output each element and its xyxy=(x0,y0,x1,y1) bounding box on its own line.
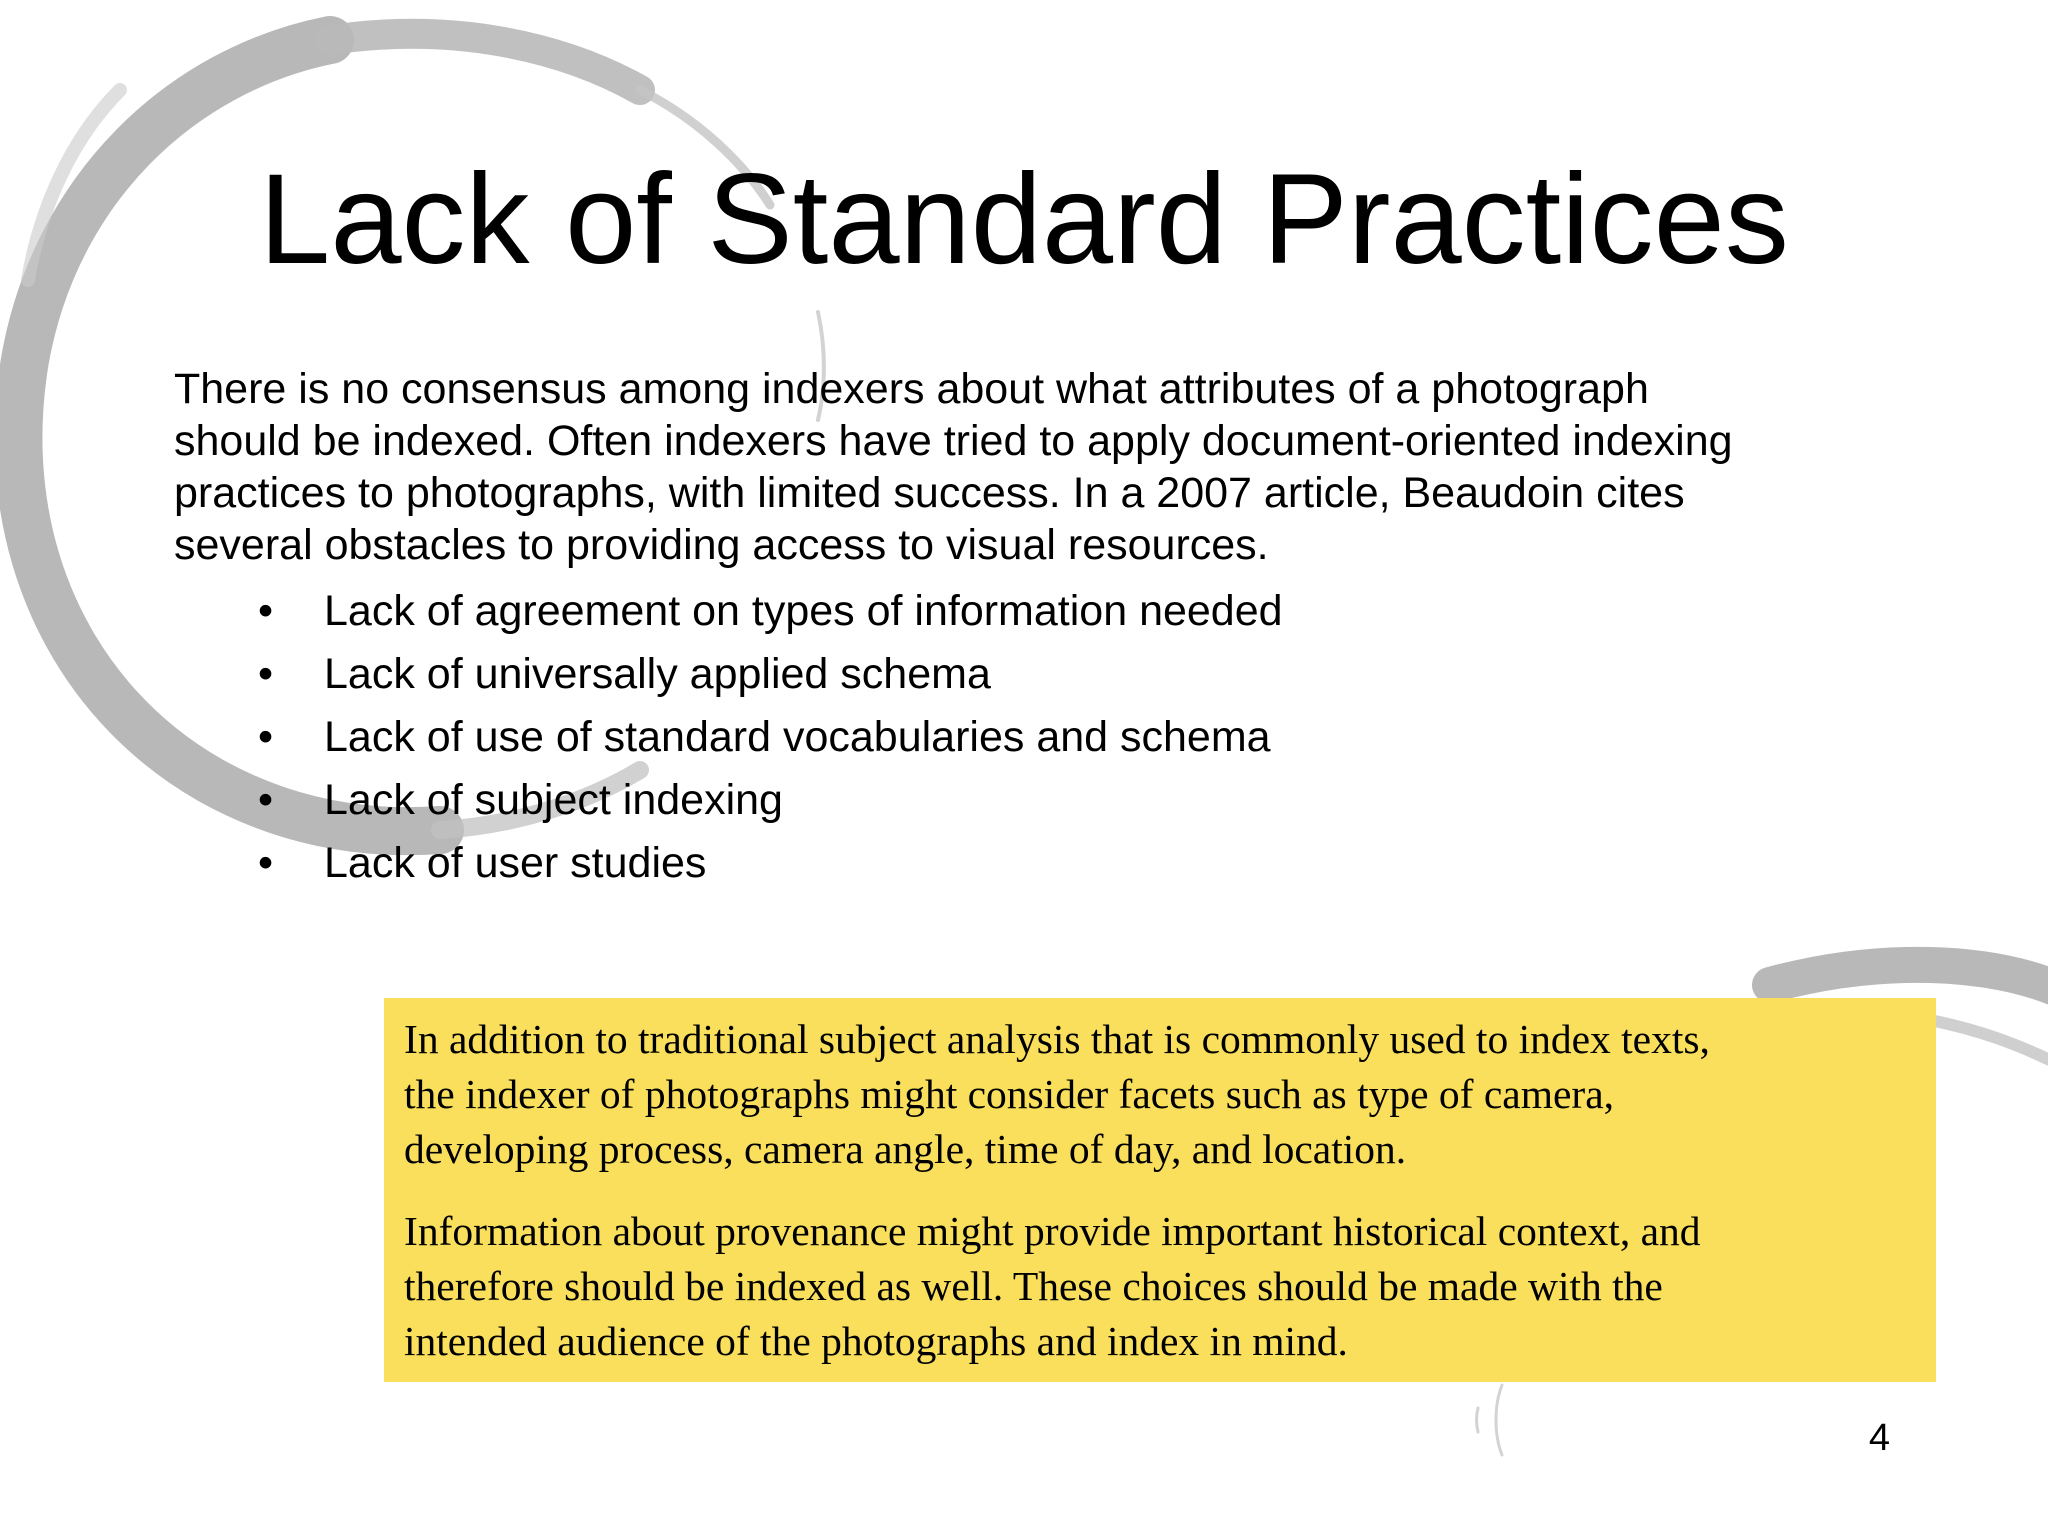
list-item xyxy=(258,769,1283,832)
bullet-icon: • xyxy=(258,650,274,698)
intro-line: practices to photographs, with limited success. In a 2007 article, Beaudoin cites xyxy=(174,469,1685,517)
bullet-icon: • xyxy=(258,839,274,887)
callout-line: developing process, camera angle, time of day, and location. xyxy=(404,1126,1407,1172)
callout-line: intended audience of the photographs and index in mind. xyxy=(404,1318,1348,1364)
list-item-text: Lack of agreement on types of information needed xyxy=(324,587,1283,635)
slide-title: Lack of Standard Practices xyxy=(259,148,1789,291)
list-item xyxy=(258,706,1283,769)
list-item-text: Lack of use of standard vocabularies and schema xyxy=(324,713,1271,761)
bullet-icon: • xyxy=(258,587,274,635)
intro-paragraph xyxy=(174,363,1974,571)
callout-line: therefore should be indexed as well. These choices should be made with the xyxy=(404,1263,1663,1309)
callout-box xyxy=(384,998,1936,1382)
intro-line: several obstacles to providing access to visual resources. xyxy=(174,521,1269,569)
callout-paragraph xyxy=(404,1012,1936,1177)
obstacles-list xyxy=(258,580,1283,895)
page-number: 4 xyxy=(1868,1417,1890,1459)
callout-line: Information about provenance might provide important historical context, and xyxy=(404,1208,1701,1254)
callout-line: In addition to traditional subject analysis that is commonly used to index texts, xyxy=(404,1016,1710,1062)
list-item-text: Lack of universally applied schema xyxy=(324,650,991,698)
list-item-text: Lack of user studies xyxy=(324,839,707,887)
intro-line: There is no consensus among indexers about what attributes of a photograph xyxy=(174,365,1649,413)
bullet-icon: • xyxy=(258,713,274,761)
intro-line: should be indexed. Often indexers have tried to apply document-oriented indexing xyxy=(174,417,1733,465)
list-item-text: Lack of subject indexing xyxy=(324,776,783,824)
callout-paragraph xyxy=(404,1204,1936,1369)
callout-line: the indexer of photographs might consider facets such as type of camera, xyxy=(404,1071,1615,1117)
list-item xyxy=(258,643,1283,706)
list-item xyxy=(258,580,1283,643)
bullet-icon: • xyxy=(258,776,274,824)
list-item xyxy=(258,832,1283,895)
